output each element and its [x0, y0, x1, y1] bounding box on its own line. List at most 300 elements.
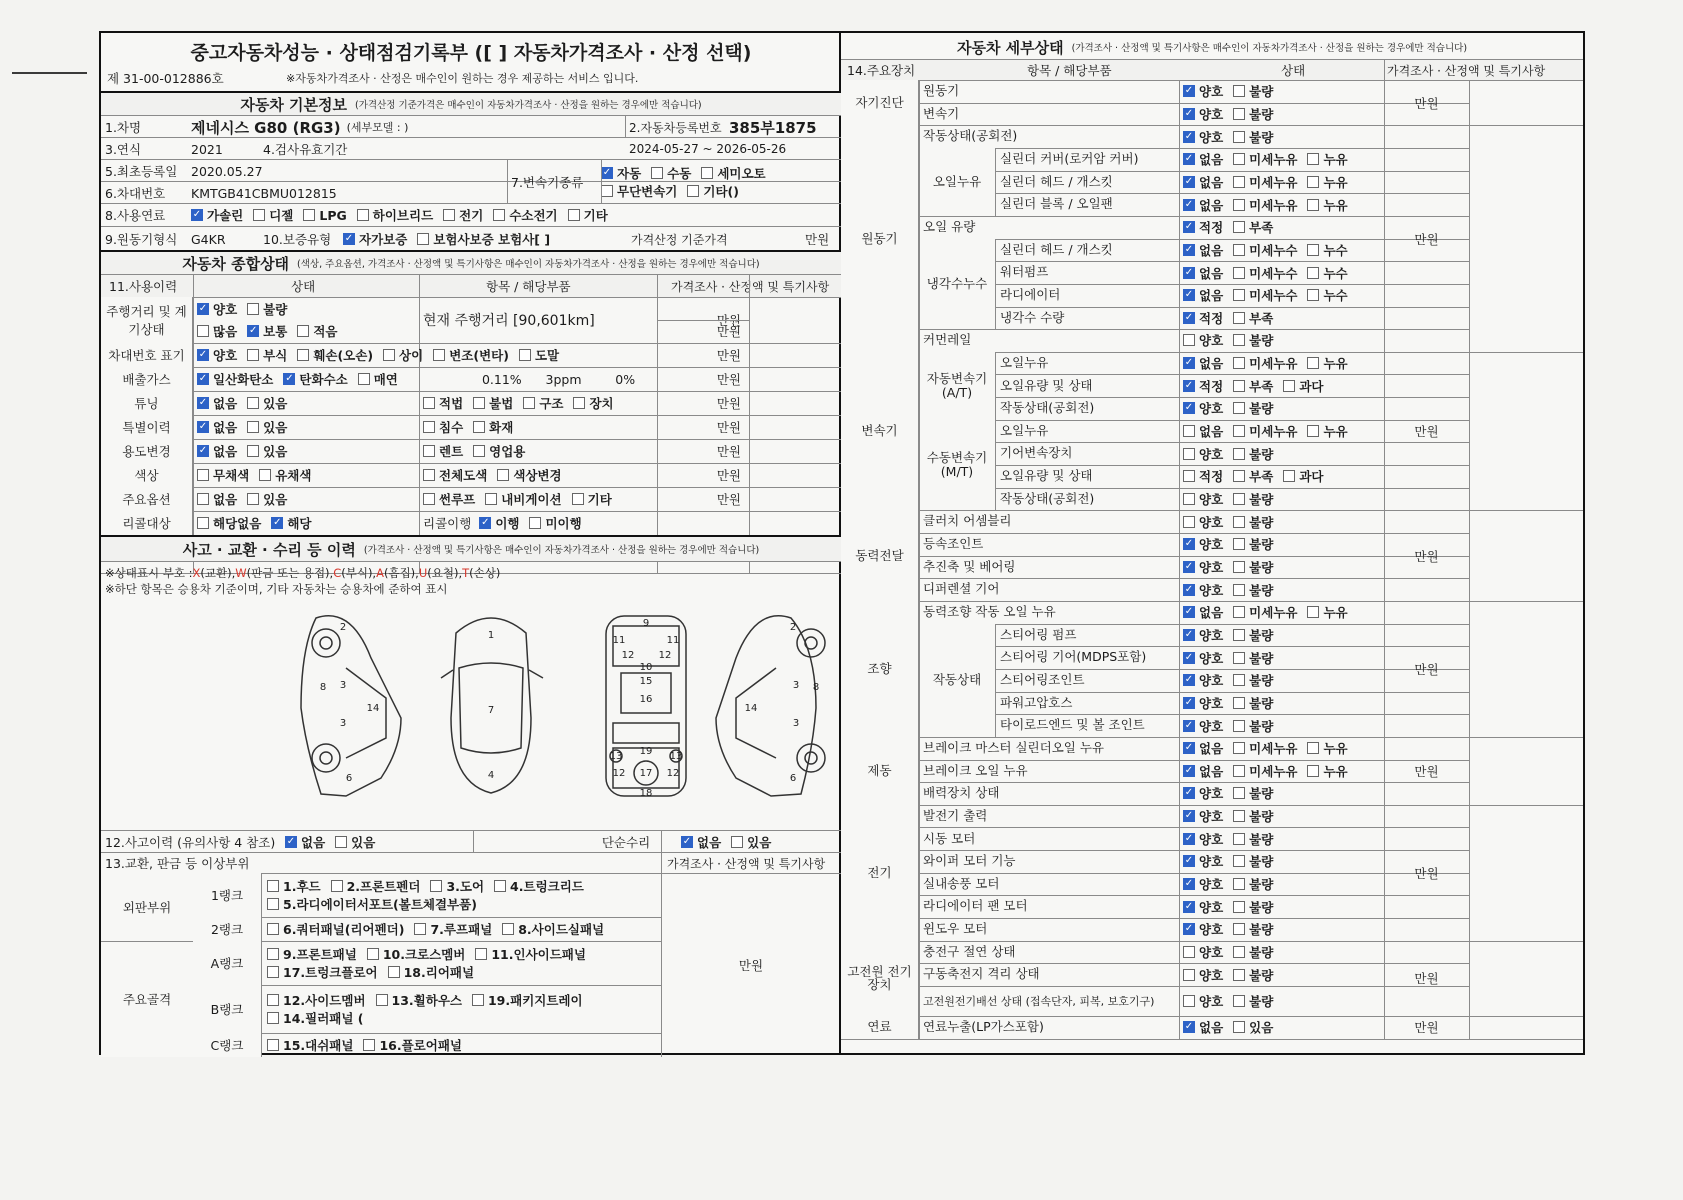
checkbox-box[interactable] — [473, 397, 485, 409]
checkbox-box[interactable] — [1283, 380, 1295, 392]
checkbox-box[interactable] — [1307, 267, 1319, 279]
checkbox-box[interactable] — [1233, 995, 1245, 1007]
checkbox-box[interactable] — [1233, 720, 1245, 732]
state-2[interactable] — [1307, 739, 1347, 757]
checkbox-box[interactable] — [433, 349, 445, 361]
option-0[interactable] — [197, 346, 237, 364]
checkbox-box[interactable]: ✓ — [1184, 787, 1194, 799]
rank-2-2[interactable] — [502, 920, 604, 938]
checkbox-box[interactable] — [1307, 176, 1319, 188]
state-1[interactable] — [1233, 82, 1273, 100]
state-0[interactable] — [1183, 331, 1223, 349]
checkbox-box[interactable] — [1233, 584, 1245, 596]
state-0[interactable] — [1183, 173, 1223, 191]
option-1[interactable] — [731, 833, 771, 851]
checkbox-box[interactable] — [1307, 153, 1319, 165]
checkbox-box[interactable]: ✓ — [1184, 878, 1194, 890]
option-0[interactable] — [197, 300, 237, 318]
option-0[interactable] — [197, 466, 249, 484]
state-1[interactable] — [1233, 513, 1273, 531]
checkbox-box[interactable]: ✓ — [1184, 175, 1194, 187]
state-1[interactable] — [1233, 241, 1297, 259]
checkbox-box[interactable] — [1233, 176, 1245, 188]
checkbox-box[interactable] — [335, 836, 347, 848]
rank-B-0[interactable] — [267, 991, 366, 1009]
checkbox-box[interactable] — [430, 880, 442, 892]
checkbox-box[interactable] — [1233, 289, 1245, 301]
checkbox-box[interactable] — [1233, 810, 1245, 822]
checkbox-box[interactable]: ✓ — [1184, 651, 1194, 663]
state-1[interactable] — [1233, 467, 1273, 485]
option-0[interactable] — [285, 833, 325, 851]
checkbox-box[interactable]: ✓ — [1184, 719, 1194, 731]
option-0[interactable] — [197, 442, 237, 460]
option-4[interactable] — [433, 346, 509, 364]
checkbox-box[interactable] — [383, 349, 395, 361]
checkbox-box[interactable] — [1233, 1021, 1245, 1033]
state-0[interactable] — [1183, 784, 1223, 802]
state-1[interactable] — [1233, 173, 1297, 191]
option-1[interactable] — [497, 466, 561, 484]
option-3[interactable] — [573, 394, 613, 412]
checkbox-box[interactable] — [267, 880, 279, 892]
checkbox-box[interactable] — [358, 373, 370, 385]
checkbox-box[interactable] — [1233, 787, 1245, 799]
option-0[interactable] — [423, 442, 463, 460]
checkbox-box[interactable] — [423, 397, 435, 409]
checkbox-box[interactable]: ✓ — [1184, 606, 1194, 618]
state-2[interactable] — [1307, 286, 1347, 304]
checkbox-box[interactable]: ✓ — [1184, 923, 1194, 935]
checkbox-box[interactable] — [259, 469, 271, 481]
checkbox-box[interactable] — [1183, 334, 1195, 346]
option-2[interactable] — [297, 346, 373, 364]
checkbox-box[interactable] — [485, 493, 497, 505]
state-0[interactable] — [1183, 830, 1223, 848]
checkbox-box[interactable]: ✓ — [1184, 560, 1194, 572]
option-2[interactable] — [303, 208, 346, 223]
checkbox-box[interactable] — [388, 966, 400, 978]
checkbox-box[interactable] — [1233, 131, 1245, 143]
state-1[interactable] — [1233, 105, 1273, 123]
option-5[interactable] — [493, 206, 557, 224]
checkbox-box[interactable]: ✓ — [1184, 696, 1194, 708]
state-1[interactable] — [1233, 830, 1273, 848]
state-0[interactable] — [1183, 558, 1223, 576]
state-0[interactable] — [1183, 445, 1223, 463]
option-1[interactable] — [247, 418, 287, 436]
checkbox-box[interactable] — [297, 325, 309, 337]
option-2[interactable] — [701, 164, 765, 182]
option-5[interactable] — [519, 346, 559, 364]
checkbox-box[interactable] — [651, 167, 663, 179]
checkbox-box[interactable] — [1233, 855, 1245, 867]
rank-C-1[interactable] — [363, 1036, 462, 1054]
rank-1-1[interactable] — [331, 877, 421, 895]
option-3[interactable] — [383, 346, 423, 364]
checkbox-box[interactable] — [731, 836, 743, 848]
state-0[interactable] — [1183, 286, 1223, 304]
checkbox-box[interactable] — [414, 923, 426, 935]
state-2[interactable] — [1307, 150, 1347, 168]
checkbox-box[interactable] — [1233, 402, 1245, 414]
option-1[interactable] — [247, 322, 287, 340]
state-0[interactable] — [1183, 717, 1223, 735]
option-0[interactable] — [191, 206, 243, 224]
checkbox-box[interactable]: ✓ — [1184, 266, 1194, 278]
checkbox-box[interactable] — [267, 994, 279, 1006]
state-1[interactable] — [1233, 992, 1273, 1010]
state-1[interactable] — [1233, 309, 1273, 327]
checkbox-box[interactable] — [1307, 244, 1319, 256]
checkbox-box[interactable] — [701, 167, 713, 179]
option-0[interactable] — [423, 394, 463, 412]
option-1[interactable] — [529, 514, 581, 532]
state-1[interactable] — [1233, 717, 1273, 735]
checkbox-box[interactable] — [197, 469, 209, 481]
checkbox-box[interactable]: ✓ — [273, 517, 282, 528]
checkbox-box[interactable]: ✓ — [1184, 221, 1194, 233]
option-1[interactable] — [417, 230, 550, 248]
checkbox-box[interactable]: ✓ — [198, 349, 208, 360]
option-0[interactable] — [197, 394, 237, 412]
checkbox-box[interactable]: ✓ — [1184, 289, 1194, 301]
state-1[interactable] — [1233, 784, 1273, 802]
checkbox-box[interactable] — [1307, 357, 1319, 369]
state-0[interactable] — [1183, 196, 1223, 214]
checkbox-box[interactable] — [568, 209, 580, 221]
option-0[interactable] — [197, 370, 273, 388]
state-1[interactable] — [1233, 286, 1297, 304]
checkbox-box[interactable] — [267, 966, 279, 978]
checkbox-box[interactable] — [247, 421, 259, 433]
state-1[interactable] — [1233, 762, 1297, 780]
checkbox-box[interactable] — [1233, 674, 1245, 686]
option-0[interactable] — [479, 514, 519, 532]
checkbox-box[interactable]: ✓ — [198, 445, 208, 456]
state-1[interactable] — [1233, 875, 1273, 893]
checkbox-box[interactable] — [1183, 448, 1195, 460]
checkbox-box[interactable]: ✓ — [481, 517, 490, 528]
checkbox-box[interactable]: ✓ — [1184, 130, 1194, 142]
checkbox-box[interactable] — [1233, 878, 1245, 890]
option-1[interactable] — [485, 490, 561, 508]
state-2[interactable] — [1307, 603, 1347, 621]
checkbox-box[interactable] — [1233, 312, 1245, 324]
option-3[interactable] — [357, 206, 433, 224]
state-1[interactable] — [1233, 445, 1273, 463]
state-1[interactable] — [1233, 377, 1273, 395]
checkbox-box[interactable]: ✓ — [1184, 107, 1194, 119]
checkbox-box[interactable]: ✓ — [1184, 900, 1194, 912]
checkbox-box[interactable]: ✓ — [1184, 1021, 1194, 1033]
rank-1-4[interactable] — [267, 895, 477, 913]
checkbox-box[interactable]: ✓ — [192, 209, 202, 220]
checkbox-box[interactable]: ✓ — [682, 836, 692, 847]
checkbox-box[interactable]: ✓ — [1184, 832, 1194, 844]
option-0[interactable] — [423, 490, 475, 508]
option-6[interactable] — [568, 206, 608, 224]
state-1[interactable] — [1233, 218, 1273, 236]
checkbox-box[interactable] — [267, 923, 279, 935]
option-2[interactable] — [297, 322, 337, 340]
state-2[interactable] — [1283, 467, 1323, 485]
state-1[interactable] — [1233, 1018, 1273, 1036]
state-0[interactable] — [1183, 218, 1223, 236]
checkbox-box[interactable] — [519, 349, 531, 361]
checkbox-box[interactable] — [1233, 267, 1245, 279]
state-1[interactable] — [1233, 331, 1273, 349]
checkbox-box[interactable] — [1233, 470, 1245, 482]
checkbox-box[interactable] — [573, 397, 585, 409]
state-1[interactable] — [1233, 852, 1273, 870]
option-1[interactable] — [271, 514, 311, 532]
checkbox-box[interactable] — [497, 469, 509, 481]
option-1[interactable] — [247, 394, 287, 412]
checkbox-box[interactable] — [247, 303, 259, 315]
rank-2-1[interactable] — [414, 920, 492, 938]
checkbox-box[interactable]: ✓ — [1184, 357, 1194, 369]
checkbox-box[interactable] — [1233, 946, 1245, 958]
checkbox-box[interactable] — [423, 493, 435, 505]
rank-A-4[interactable] — [388, 963, 474, 981]
checkbox-box[interactable] — [297, 349, 309, 361]
checkbox-box[interactable]: ✓ — [286, 836, 296, 847]
checkbox-box[interactable] — [1233, 448, 1245, 460]
state-1[interactable] — [1233, 196, 1297, 214]
checkbox-box[interactable] — [493, 209, 505, 221]
state-2[interactable] — [1307, 422, 1347, 440]
state-0[interactable] — [1183, 1018, 1223, 1036]
state-1[interactable] — [1233, 649, 1273, 667]
checkbox-box[interactable] — [601, 185, 613, 197]
state-0[interactable] — [1183, 354, 1223, 372]
checkbox-box[interactable]: ✓ — [1184, 764, 1194, 776]
state-0[interactable] — [1183, 992, 1223, 1010]
checkbox-box[interactable] — [472, 994, 484, 1006]
checkbox-box[interactable]: ✓ — [1184, 243, 1194, 255]
checkbox-box[interactable] — [423, 469, 435, 481]
checkbox-box[interactable] — [253, 209, 265, 221]
rank-B-1[interactable] — [376, 991, 462, 1009]
state-0[interactable] — [1183, 875, 1223, 893]
option-1[interactable] — [247, 490, 287, 508]
checkbox-box[interactable] — [247, 349, 259, 361]
checkbox-box[interactable] — [1233, 901, 1245, 913]
checkbox-box[interactable] — [502, 923, 514, 935]
checkbox-box[interactable] — [1233, 357, 1245, 369]
state-1[interactable] — [1233, 581, 1273, 599]
option-0[interactable] — [343, 230, 407, 248]
checkbox-box[interactable] — [1233, 199, 1245, 211]
state-1[interactable] — [1233, 694, 1273, 712]
state-0[interactable] — [1183, 399, 1223, 417]
state-1[interactable] — [1233, 943, 1273, 961]
state-1[interactable] — [1233, 490, 1273, 508]
rank-B-3[interactable] — [267, 1009, 364, 1027]
checkbox-box[interactable]: ✓ — [1184, 742, 1194, 754]
checkbox-box[interactable] — [1233, 606, 1245, 618]
option-1[interactable] — [651, 164, 691, 182]
checkbox-box[interactable] — [1233, 221, 1245, 233]
state-0[interactable] — [1183, 422, 1223, 440]
checkbox-box[interactable] — [1183, 946, 1195, 958]
state-1[interactable] — [1233, 920, 1273, 938]
checkbox-box[interactable]: ✓ — [602, 167, 612, 178]
checkbox-box[interactable] — [267, 948, 279, 960]
checkbox-box[interactable] — [1233, 969, 1245, 981]
checkbox-box[interactable]: ✓ — [1184, 628, 1194, 640]
state-1[interactable] — [1233, 535, 1273, 553]
checkbox-box[interactable] — [247, 445, 259, 457]
checkbox-box[interactable] — [1307, 425, 1319, 437]
checkbox-box[interactable] — [1183, 470, 1195, 482]
checkbox-box[interactable] — [1233, 923, 1245, 935]
checkbox-box[interactable]: ✓ — [1184, 311, 1194, 323]
option-2[interactable] — [358, 370, 398, 388]
checkbox-box[interactable] — [423, 445, 435, 457]
checkbox-box[interactable] — [197, 517, 209, 529]
checkbox-box[interactable]: ✓ — [1184, 85, 1194, 97]
state-2[interactable] — [1283, 377, 1323, 395]
state-0[interactable] — [1183, 513, 1223, 531]
state-0[interactable] — [1183, 649, 1223, 667]
state-1[interactable] — [1233, 150, 1297, 168]
state-0[interactable] — [1183, 898, 1223, 916]
state-0[interactable] — [1183, 807, 1223, 825]
checkbox-box[interactable] — [267, 1012, 279, 1024]
option-0[interactable] — [197, 322, 237, 340]
checkbox-box[interactable] — [1307, 289, 1319, 301]
state-2[interactable] — [1307, 173, 1347, 191]
checkbox-box[interactable] — [303, 209, 315, 221]
checkbox-box[interactable] — [1183, 969, 1195, 981]
state-0[interactable] — [1183, 966, 1223, 984]
checkbox-box[interactable] — [423, 421, 435, 433]
state-1[interactable] — [1233, 671, 1273, 689]
state-0[interactable] — [1183, 264, 1223, 282]
option-1[interactable] — [253, 206, 293, 224]
checkbox-box[interactable]: ✓ — [198, 421, 208, 432]
checkbox-box[interactable]: ✓ — [1184, 153, 1194, 165]
option-0[interactable] — [601, 164, 641, 182]
checkbox-box[interactable] — [529, 517, 541, 529]
rank-A-1[interactable] — [367, 945, 466, 963]
rank-1-2[interactable] — [430, 877, 484, 895]
option-0[interactable] — [681, 833, 721, 851]
checkbox-box[interactable] — [417, 233, 429, 245]
checkbox-box[interactable]: ✓ — [1184, 674, 1194, 686]
option-3[interactable] — [601, 182, 677, 200]
checkbox-box[interactable] — [1233, 493, 1245, 505]
state-2[interactable] — [1307, 354, 1347, 372]
checkbox-box[interactable] — [357, 209, 369, 221]
state-1[interactable] — [1233, 966, 1273, 984]
option-1[interactable] — [259, 466, 311, 484]
checkbox-box[interactable] — [1233, 244, 1245, 256]
rank-B-2[interactable] — [472, 991, 583, 1009]
checkbox-box[interactable]: ✓ — [1184, 379, 1194, 391]
state-2[interactable] — [1307, 241, 1347, 259]
checkbox-box[interactable] — [1233, 697, 1245, 709]
state-2[interactable] — [1307, 264, 1347, 282]
checkbox-box[interactable] — [363, 1039, 375, 1051]
option-4[interactable] — [687, 182, 739, 200]
state-2[interactable] — [1307, 762, 1347, 780]
checkbox-box[interactable] — [1233, 742, 1245, 754]
checkbox-box[interactable] — [1233, 153, 1245, 165]
rank-2-0[interactable] — [267, 920, 404, 938]
checkbox-box[interactable] — [1233, 380, 1245, 392]
option-2[interactable] — [523, 394, 563, 412]
state-0[interactable] — [1183, 694, 1223, 712]
state-0[interactable] — [1183, 467, 1223, 485]
checkbox-box[interactable] — [1233, 108, 1245, 120]
state-1[interactable] — [1233, 898, 1273, 916]
checkbox-box[interactable]: ✓ — [1184, 198, 1194, 210]
checkbox-box[interactable] — [331, 880, 343, 892]
state-1[interactable] — [1233, 128, 1273, 146]
option-0[interactable] — [197, 514, 261, 532]
checkbox-box[interactable] — [1307, 765, 1319, 777]
checkbox-box[interactable]: ✓ — [1184, 583, 1194, 595]
checkbox-box[interactable] — [197, 325, 209, 337]
option-0[interactable] — [197, 418, 237, 436]
state-2[interactable] — [1307, 196, 1347, 214]
state-1[interactable] — [1233, 354, 1297, 372]
rank-A-2[interactable] — [475, 945, 586, 963]
checkbox-box[interactable] — [1233, 652, 1245, 664]
checkbox-box[interactable] — [572, 493, 584, 505]
checkbox-box[interactable] — [687, 185, 699, 197]
checkbox-box[interactable] — [1307, 742, 1319, 754]
option-1[interactable] — [335, 833, 375, 851]
state-0[interactable] — [1183, 943, 1223, 961]
checkbox-box[interactable] — [267, 898, 279, 910]
state-1[interactable] — [1233, 807, 1273, 825]
checkbox-box[interactable] — [1233, 85, 1245, 97]
option-1[interactable] — [247, 300, 287, 318]
state-0[interactable] — [1183, 150, 1223, 168]
checkbox-box[interactable] — [523, 397, 535, 409]
checkbox-box[interactable] — [1233, 561, 1245, 573]
checkbox-box[interactable] — [376, 994, 388, 1006]
rank-1-3[interactable] — [494, 877, 584, 895]
state-0[interactable] — [1183, 762, 1223, 780]
state-0[interactable] — [1183, 671, 1223, 689]
checkbox-box[interactable] — [473, 445, 485, 457]
checkbox-box[interactable] — [1183, 995, 1195, 1007]
checkbox-box[interactable] — [473, 421, 485, 433]
rank-C-0[interactable] — [267, 1036, 353, 1054]
checkbox-box[interactable] — [1307, 199, 1319, 211]
state-1[interactable] — [1233, 603, 1297, 621]
state-0[interactable] — [1183, 920, 1223, 938]
state-0[interactable] — [1183, 581, 1223, 599]
rank-A-3[interactable] — [267, 963, 378, 981]
state-0[interactable] — [1183, 626, 1223, 644]
checkbox-box[interactable] — [494, 880, 506, 892]
option-0[interactable] — [423, 418, 463, 436]
option-4[interactable] — [443, 206, 483, 224]
checkbox-box[interactable]: ✓ — [285, 373, 294, 384]
state-1[interactable] — [1233, 739, 1297, 757]
option-1[interactable] — [473, 418, 513, 436]
checkbox-box[interactable] — [1233, 765, 1245, 777]
state-0[interactable] — [1183, 128, 1223, 146]
option-1[interactable] — [247, 346, 287, 364]
option-1[interactable] — [473, 394, 513, 412]
